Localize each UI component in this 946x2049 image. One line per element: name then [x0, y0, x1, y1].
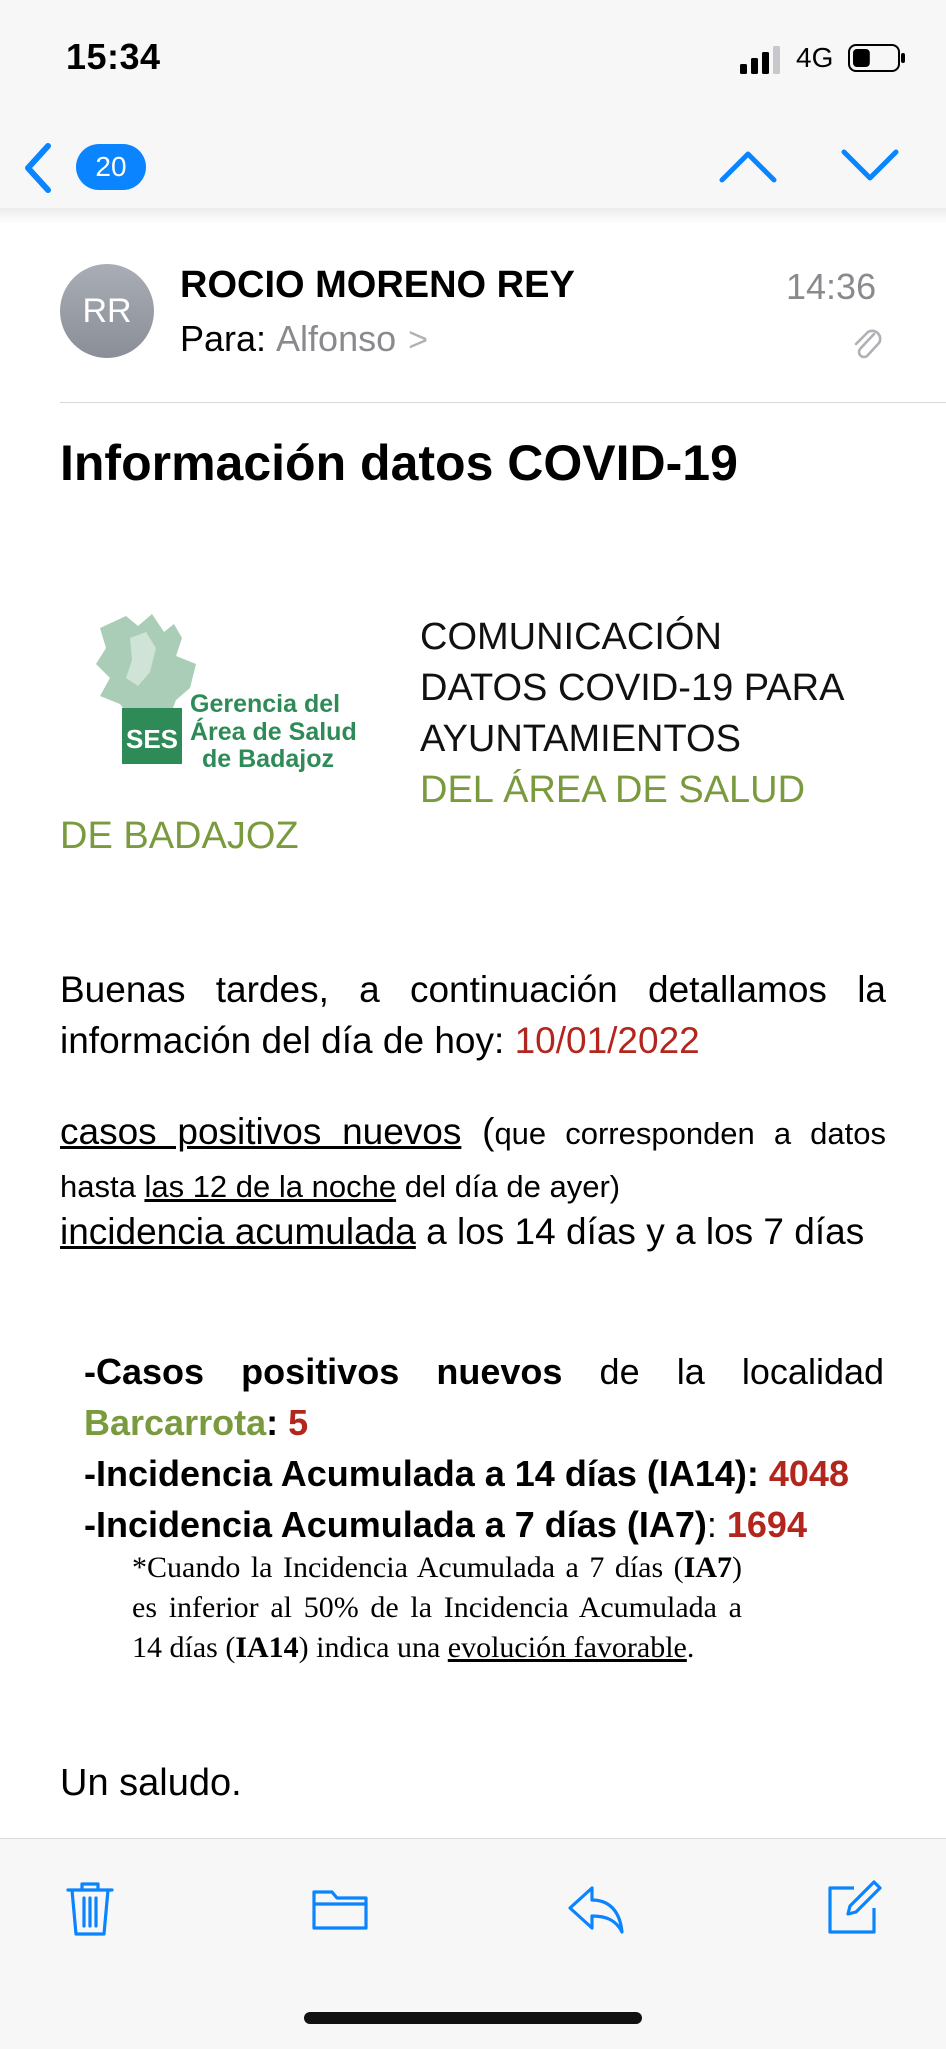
casos-open-paren: ( [461, 1111, 495, 1152]
stat-casos-label: -Casos positivos nuevos [84, 1351, 563, 1392]
recipient-label: Para: [180, 318, 267, 359]
heading-line-2: DATOS COVID-19 PARA [420, 667, 845, 709]
sender-name[interactable]: ROCIO MORENO REY [180, 264, 575, 306]
note-ia14: IA14 [235, 1631, 299, 1664]
home-indicator[interactable] [304, 2012, 642, 2024]
stat-ia14-value: 4048 [768, 1453, 849, 1494]
stat-ia7 [84, 1499, 896, 1550]
heading-line-5: DE BADAJOZ [60, 815, 299, 857]
ses-logo [86, 608, 390, 772]
logo-line-1: Gerencia del [190, 690, 341, 718]
message-subject: Información datos COVID-19 [60, 435, 738, 491]
message-time: 14:36 [786, 266, 877, 307]
stat-ia14 [84, 1448, 896, 1499]
note-part-1: *Cuando la Incidencia Acumulada a 7 días ( [132, 1551, 684, 1584]
heading-line-1: COMUNICACIÓN [420, 616, 722, 658]
status-time: 15:34 [66, 36, 161, 77]
nav-shadow [0, 208, 946, 224]
back-chevron-icon[interactable] [20, 140, 54, 196]
signoff: Un saludo. [60, 1762, 242, 1804]
stat-locality: Barcarrota [84, 1402, 267, 1443]
logo-line-2: Área de Salud [190, 718, 357, 746]
header-divider [60, 402, 946, 403]
casos-note-a: que corresponden a datos hasta [60, 1116, 886, 1204]
incidencia-paragraph [60, 1206, 886, 1257]
reply-icon[interactable] [566, 1878, 626, 1938]
incidence-note [132, 1548, 742, 1668]
network-label: 4G [796, 42, 834, 73]
note-part-2: ) es inferior al 50% de la Incidencia Acumulada a 14 días ( [132, 1551, 742, 1664]
stat-casos-sep: : [266, 1402, 289, 1443]
logo-mark: SES [126, 724, 179, 754]
stat-ia7-value: 1694 [726, 1504, 807, 1545]
intro-text: Buenas tardes, a continuación detallamos la información del día de hoy: [60, 969, 886, 1061]
note-ia7: IA7 [683, 1551, 732, 1584]
recipient-line[interactable] [180, 318, 428, 360]
casos-definition-label: casos positivos nuevos [60, 1111, 462, 1152]
unread-count-badge[interactable]: 20 [76, 144, 146, 190]
trash-icon[interactable] [60, 1878, 120, 1938]
stat-ia7-label: -Incidencia Acumulada a 7 días (IA7) [84, 1504, 707, 1545]
battery-icon [848, 44, 906, 72]
casos-note-underlined: las 12 de la noche [144, 1169, 397, 1204]
intro-date: 10/01/2022 [514, 1020, 700, 1061]
intro-paragraph [60, 964, 886, 1066]
previous-message-icon[interactable] [718, 146, 778, 186]
stat-casos [84, 1346, 884, 1448]
compose-icon[interactable] [824, 1878, 884, 1938]
casos-note-b: del día de ayer) [396, 1169, 621, 1204]
stat-casos-value: 5 [288, 1402, 309, 1443]
incidencia-definition-text: a los 14 días y a los 7 días [415, 1211, 865, 1252]
logo-line-3: de Badajoz [202, 745, 334, 772]
recipient-name[interactable]: Alfonso [276, 318, 397, 359]
definitions-paragraph [60, 1106, 886, 1212]
stat-ia14-label: -Incidencia Acumulada a 14 días (IA14): [84, 1453, 769, 1494]
folder-icon[interactable] [310, 1878, 370, 1938]
incidencia-definition-label: incidencia acumulada [60, 1211, 416, 1252]
sender-avatar[interactable]: RR [60, 264, 154, 358]
next-message-icon[interactable] [840, 146, 900, 186]
heading-line-3: AYUNTAMIENTOS [420, 718, 741, 760]
communication-heading [420, 612, 844, 816]
stat-casos-text: de la localidad [562, 1351, 885, 1392]
signal-icon [740, 46, 784, 74]
note-underlined: evolución favorable [447, 1631, 687, 1664]
chevron-right-icon: > [408, 321, 428, 359]
note-part-4: . [686, 1631, 695, 1664]
stat-ia7-sep: : [706, 1504, 727, 1545]
heading-line-4: DEL ÁREA DE SALUD [420, 769, 806, 811]
note-part-3: ) indica una [298, 1631, 448, 1664]
attachment-icon [848, 322, 884, 362]
